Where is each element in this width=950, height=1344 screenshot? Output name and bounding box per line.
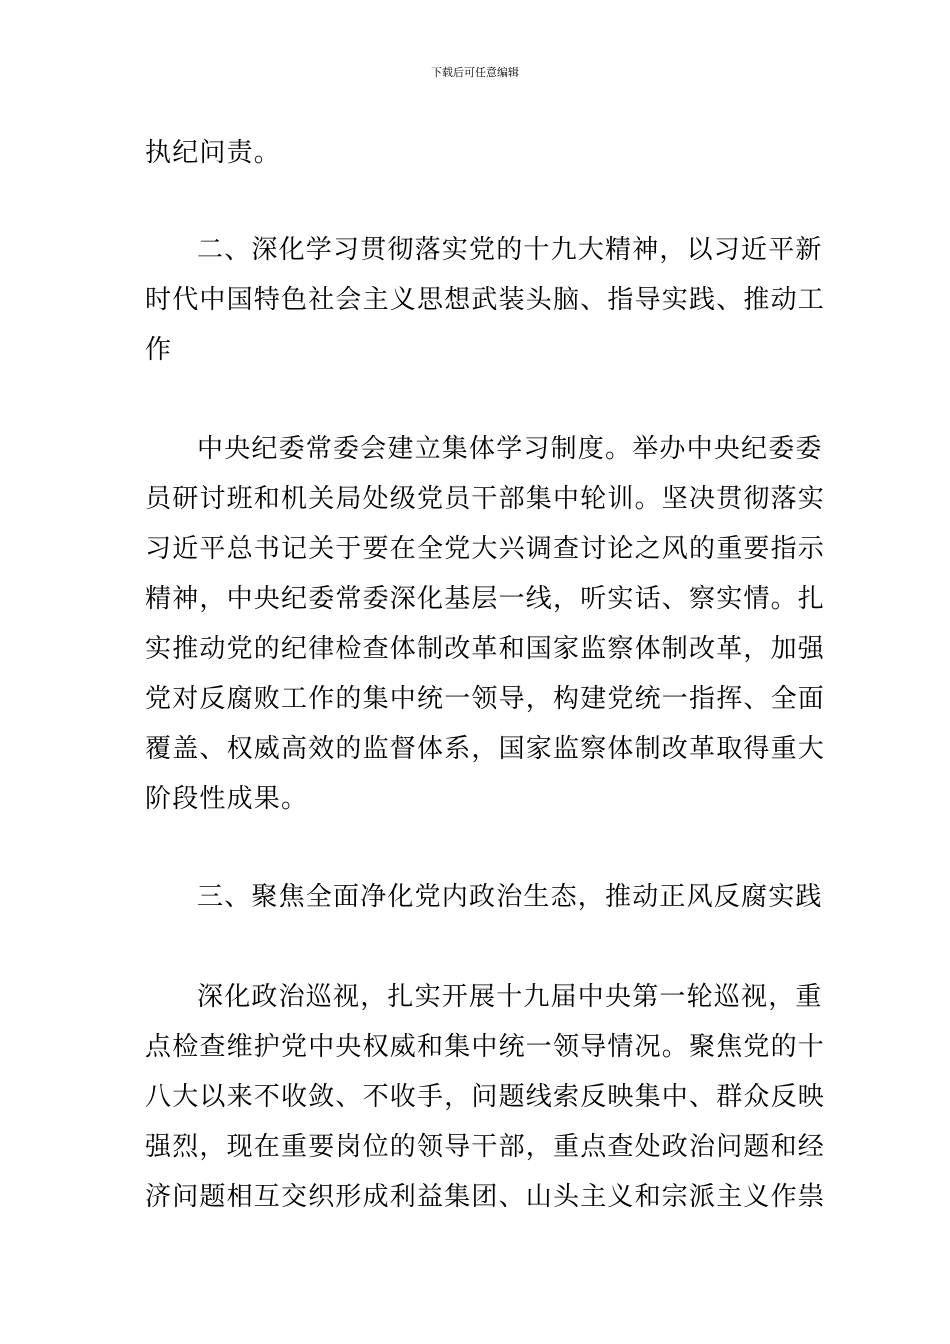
text-line: 覆盖、权威高效的监督体系，国家监察体制改革取得重大: [145, 734, 826, 764]
text-line: 强烈，现在重要岗位的领导干部，重点查处政治问题和经: [145, 1132, 826, 1162]
text-line: 点检查维护党中央权威和集中统一领导情况。聚焦党的十: [145, 1032, 826, 1062]
text-line: 员研讨班和机关局处级党员干部集中轮训。坚决贯彻落实: [145, 484, 826, 514]
section-heading-line: 作: [145, 335, 173, 365]
text-line: 中央纪委常委会建立集体学习制度。举办中央纪委委: [197, 434, 823, 464]
text-line: 阶段性成果。: [145, 784, 309, 814]
section-heading-line: 二、深化学习贯彻落实党的十九大精神，以习近平新: [197, 235, 823, 265]
page-header-note: 下载后可任意编辑: [431, 66, 519, 79]
text-line: 习近平总书记关于要在全党大兴调查讨论之风的重要指示: [145, 534, 826, 564]
section-heading-line: 时代中国特色社会主义思想武装头脑、指导实践、推动工: [145, 285, 826, 315]
text-line: 实推动党的纪律检查体制改革和国家监察体制改革，加强: [145, 634, 826, 664]
section-heading-line: 三、聚焦全面净化党内政治生态，推动正风反腐实践: [197, 882, 823, 912]
text-line: 执纪问责。: [145, 138, 282, 168]
text-line: 八大以来不收敛、不收手，问题线索反映集中、群众反映: [145, 1082, 826, 1112]
text-line: 深化政治巡视，扎实开展十九届中央第一轮巡视，重: [197, 982, 823, 1012]
text-line: 精神，中央纪委常委深化基层一线，听实话、察实情。扎: [145, 584, 826, 614]
text-line: 党对反腐败工作的集中统一领导，构建党统一指挥、全面: [145, 684, 826, 714]
text-line: 济问题相互交织形成利益集团、山头主义和宗派主义作祟: [145, 1182, 826, 1212]
